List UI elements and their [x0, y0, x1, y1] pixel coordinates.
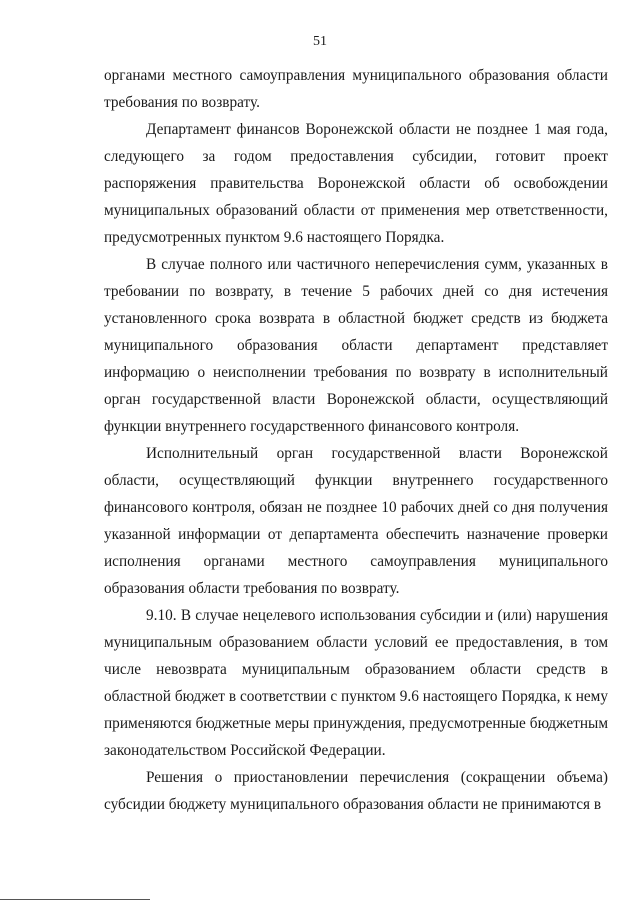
- footer-rule: [0, 899, 150, 900]
- paragraph: 9.10. В случае нецелевого использования субсидии и (или) нарушения муниципальным образованием области условий ее предоставления, в том числе невозврата муниципальным образованием области средств в областной бюджет в соответствии с пунктом 9.6 настоящего Порядка, к нему применяются бюджетные меры принуждения, предусмотренные бюджетным законодательством Российской Федерации.: [104, 607, 608, 759]
- page-number: 51: [313, 34, 327, 49]
- paragraph: Решения о приостановлении перечисления (сокращении объема) субсидии бюджету муниципального образования области не принимаются в: [104, 769, 608, 813]
- paragraph: В случае полного или частичного неперечисления сумм, указанных в требовании по возврату, в течение 5 рабочих дней со дня истечения установленного срока возврата в областной бюджет средств из бюджета муниципального образования области департамент представляет информацию о неисполнении требования по возврату в исполнительный орган государственной власти Воронежской области, осуществляющий функции внутреннего государственного финансового контроля.: [104, 256, 608, 435]
- paragraph: Исполнительный орган государственной власти Воронежской области, осуществляющий функции внутреннего государственного финансового контроля, обязан не позднее 10 рабочих дней со дня получения указанной информации от департамента обеспечить назначение проверки исполнения органами местного самоуправления муниципального образования области требования по возврату.: [104, 445, 608, 597]
- paragraph: Департамент финансов Воронежской области не позднее 1 мая года, следующего за годом предоставления субсидии, готовит проект распоряжения правительства Воронежской области об освобождении муниципальных образований области от применения мер ответственности, предусмотренных пунктом 9.6 настоящего Порядка.: [104, 121, 608, 246]
- paragraph: органами местного самоуправления муниципального образования области требования по возврату.: [104, 67, 608, 111]
- document-body: [104, 62, 608, 818]
